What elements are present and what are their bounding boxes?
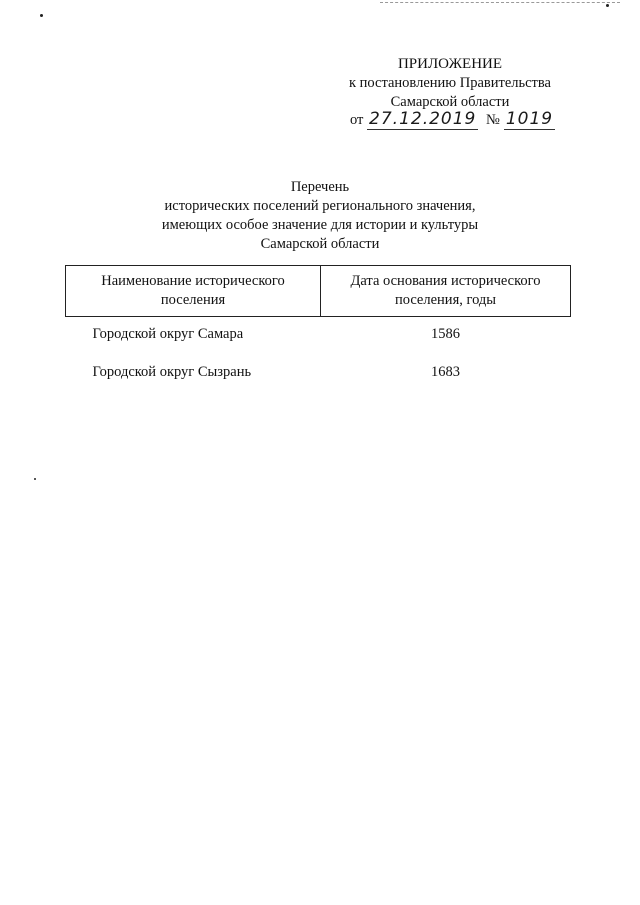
foundation-year: 1586 bbox=[431, 326, 460, 342]
appendix-block bbox=[330, 55, 570, 112]
header-settlement-name: Наименование исторического поселения bbox=[66, 266, 321, 317]
scan-artifact-line bbox=[380, 2, 620, 5]
settlement-name: Городской округ Самара bbox=[92, 326, 244, 342]
table-header-row bbox=[66, 266, 571, 317]
list-heading bbox=[120, 178, 520, 254]
settlements-table bbox=[65, 265, 571, 393]
handwritten-number: 1019 bbox=[505, 109, 554, 129]
scan-speck bbox=[34, 478, 36, 480]
number-label: № bbox=[486, 112, 500, 128]
header-foundation-date: Дата основания исторического поселения, годы bbox=[321, 266, 571, 317]
appendix-title: ПРИЛОЖЕНИЕ bbox=[397, 56, 503, 72]
handwritten-date: 27.12.2019 bbox=[369, 109, 477, 129]
list-subtitle-line-1: исторических поселений регионального значения, bbox=[164, 198, 476, 214]
list-subtitle-line-2: имеющих особое значение для истории и культуры bbox=[161, 217, 479, 233]
settlement-name: Городской округ Сызрань bbox=[92, 364, 252, 380]
scan-speck bbox=[40, 14, 43, 17]
from-label: от bbox=[350, 112, 364, 128]
scan-speck bbox=[606, 4, 609, 7]
table-row bbox=[66, 317, 571, 356]
list-title: Перечень bbox=[290, 179, 350, 195]
list-subtitle-line-3: Самарской области bbox=[260, 236, 380, 252]
table-row bbox=[66, 355, 571, 393]
resolution-reference bbox=[350, 110, 590, 130]
foundation-year: 1683 bbox=[431, 364, 460, 380]
appendix-line-2: Самарской области bbox=[390, 94, 510, 110]
appendix-line-1: к постановлению Правительства bbox=[349, 75, 551, 91]
